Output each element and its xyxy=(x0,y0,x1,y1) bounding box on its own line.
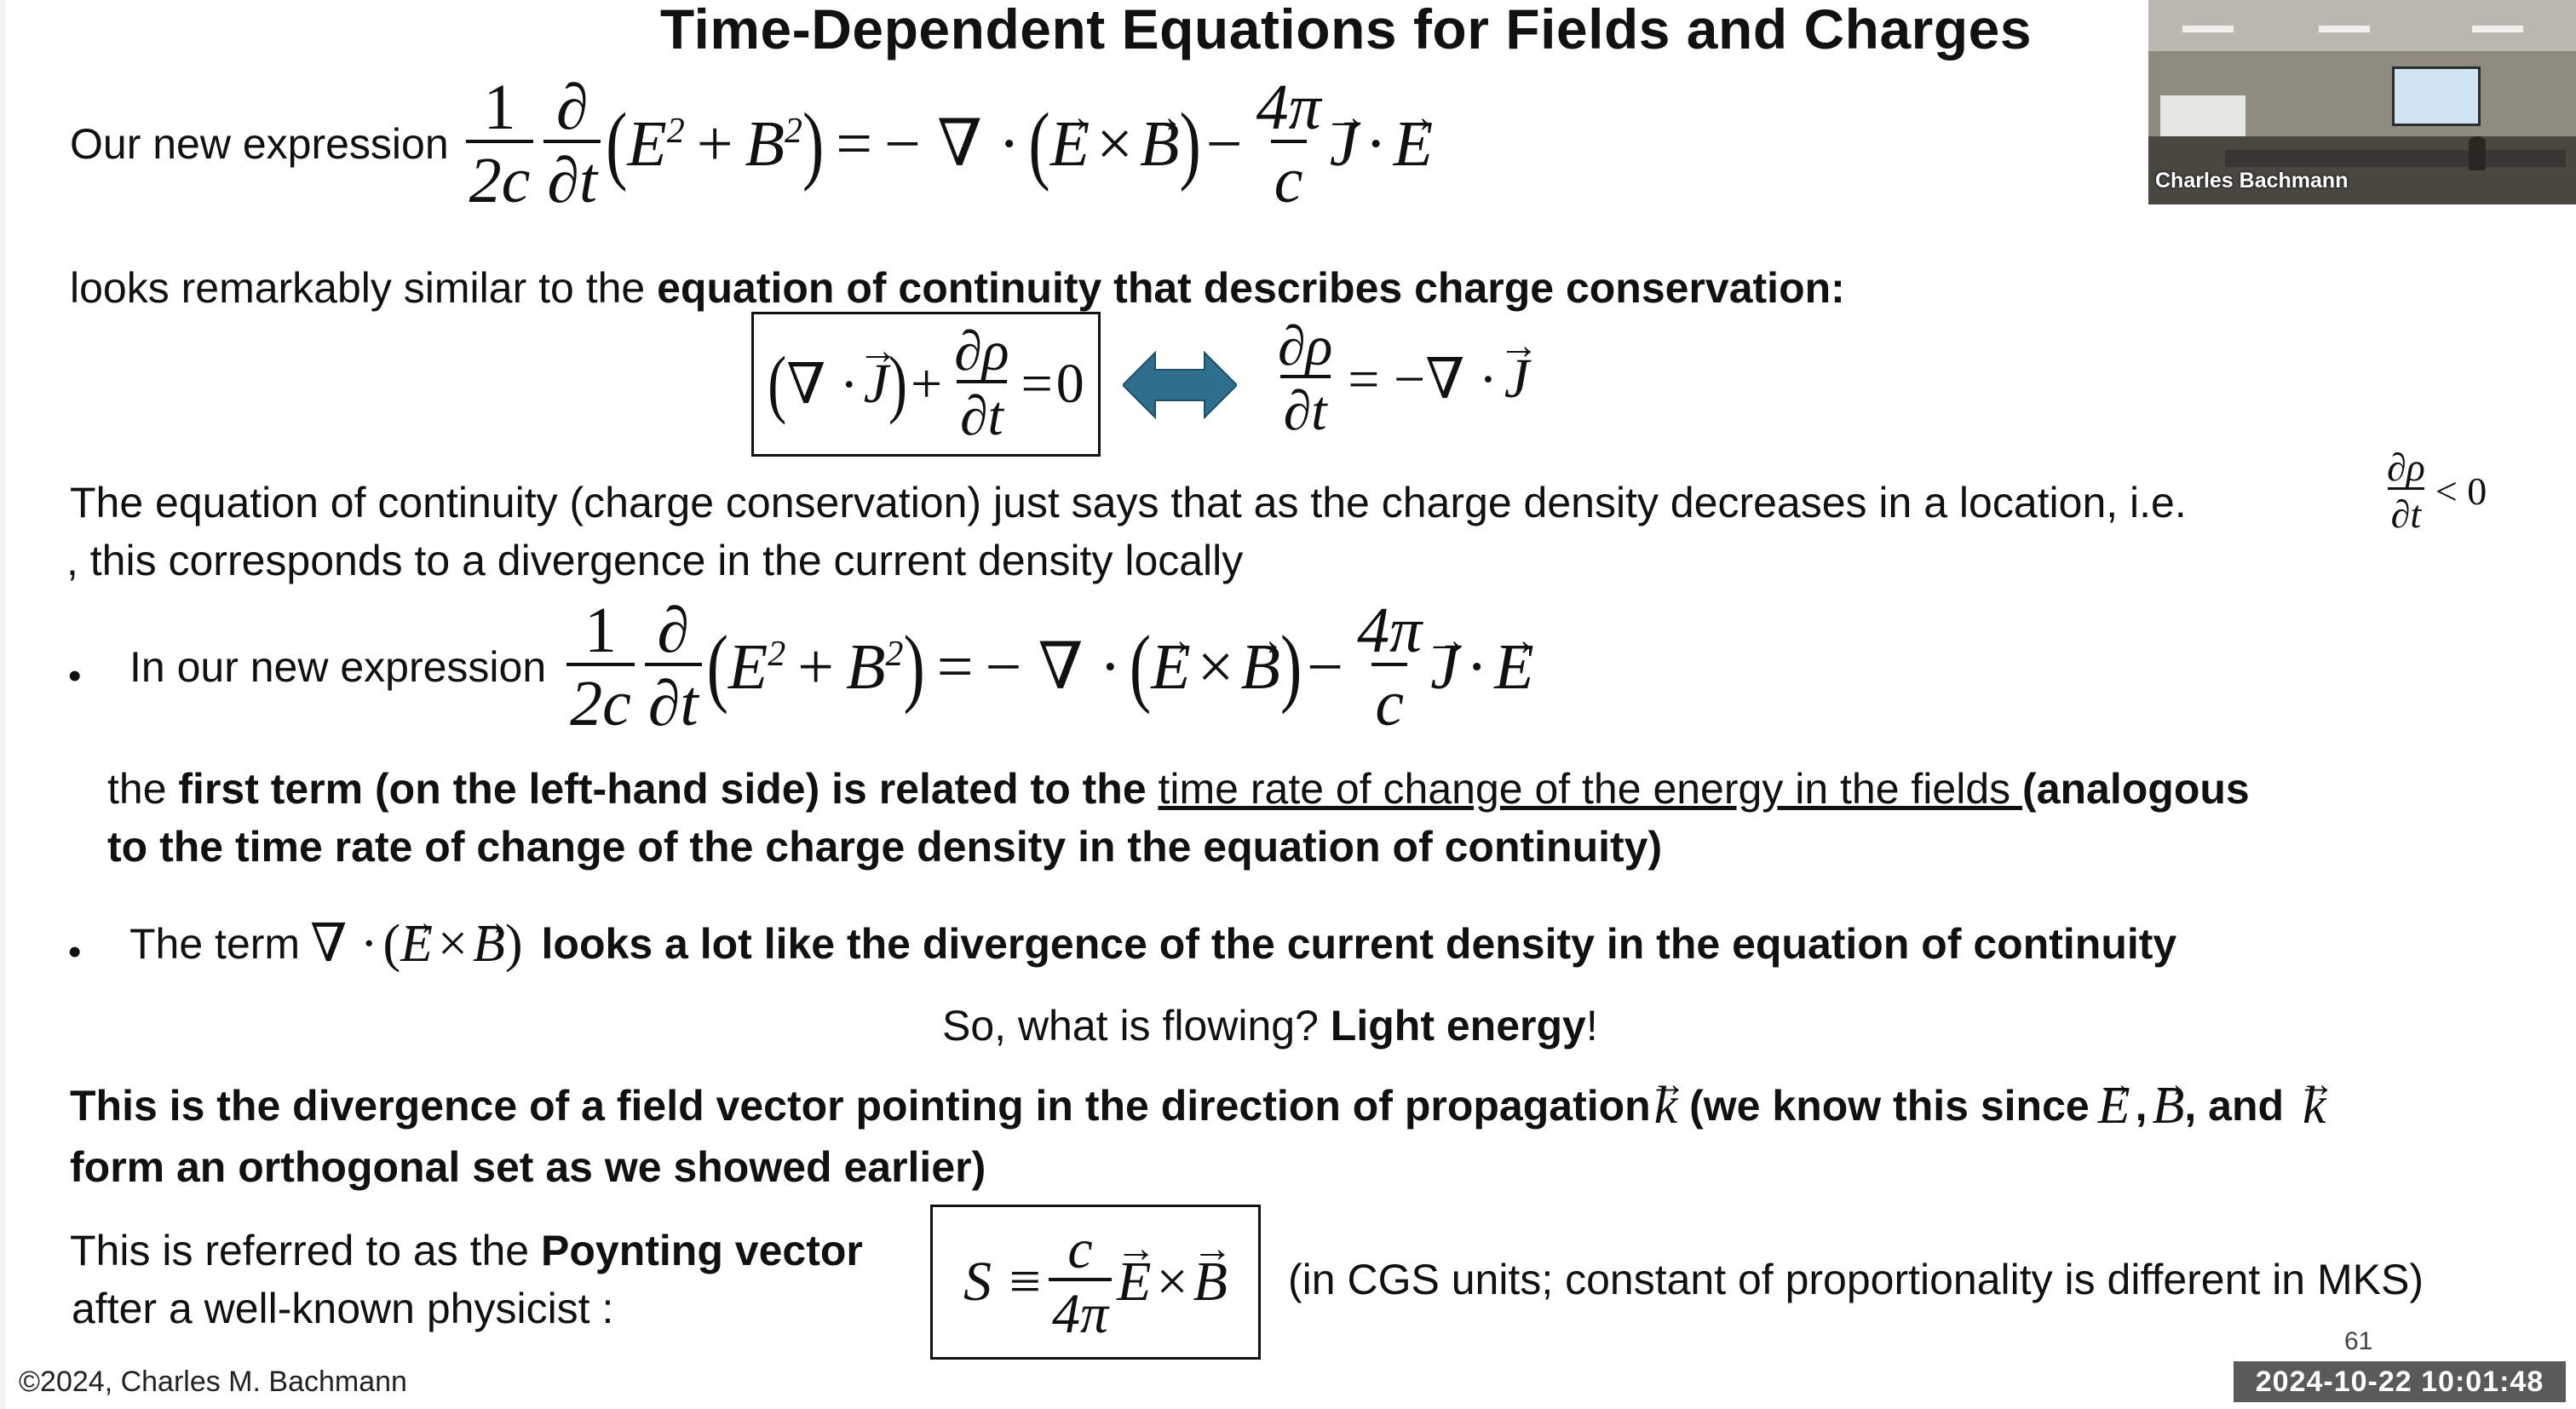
denominator: ∂t xyxy=(2388,487,2425,534)
divergence-line-1 xyxy=(70,1077,2326,1135)
plus-sign: + xyxy=(911,353,943,415)
energy-equation-2 xyxy=(561,595,1534,739)
continuity-equation-alt xyxy=(1269,315,1530,442)
fraction-partial-t xyxy=(645,595,702,739)
question-plain: So, what is flowing? xyxy=(942,1002,1331,1050)
symbol-E: E xyxy=(627,108,667,180)
cross-sign: × xyxy=(1096,108,1133,180)
minus-divergence: − ∇ · xyxy=(985,631,1121,703)
intro-equation-row xyxy=(70,72,1434,216)
page-number: 61 xyxy=(2344,1327,2373,1355)
webcam-projector-screen xyxy=(2392,66,2481,126)
poynting-plain: This is referred to as the xyxy=(70,1227,542,1274)
cross-sign: × xyxy=(1197,631,1234,703)
webcam-light xyxy=(2472,26,2523,32)
equals-minus-divergence: = −∇ · xyxy=(1348,348,1498,411)
numerator: ∂ρ xyxy=(2387,446,2425,489)
fraction-4pi-over-c xyxy=(1354,595,1425,739)
paren: ) xyxy=(1179,95,1201,193)
webcam-desk xyxy=(2225,150,2566,167)
exponent: 2 xyxy=(666,112,685,152)
numerator: c xyxy=(1067,1218,1093,1280)
vector-B: → B xyxy=(1140,115,1179,173)
numerator: 4π xyxy=(1256,72,1321,143)
recording-timestamp: 2024-10-22 10:01:48 xyxy=(2234,1361,2566,1402)
divergence-text-a: This is the divergence of a field vector pointing in the direction of propagation xyxy=(70,1082,1651,1130)
paren: ) xyxy=(903,618,925,716)
continuity-bold: equation of continuity that describes charge conservation: xyxy=(657,264,1845,312)
energy-equation-1 xyxy=(461,72,1434,216)
vector-E: → E xyxy=(1494,638,1533,696)
denominator: c xyxy=(1271,140,1307,213)
numerator: 1 xyxy=(584,595,618,666)
minus-sign: − xyxy=(1307,631,1344,703)
fraction-c-over-4pi xyxy=(1049,1218,1112,1345)
double-arrow-icon xyxy=(1123,349,1237,421)
continuity-sentence xyxy=(70,259,1845,317)
paren: ( xyxy=(768,342,787,426)
zero: 0 xyxy=(1055,353,1084,415)
divergence-text-d: , and xyxy=(2184,1082,2285,1130)
bullet-1-line-1 xyxy=(107,760,2250,818)
equals-sign: = xyxy=(936,631,974,703)
paren: ( xyxy=(1129,618,1152,716)
bullet-1-plain: the xyxy=(107,765,179,813)
question-end: ! xyxy=(1585,1002,1598,1050)
numerator: 4π xyxy=(1357,595,1423,666)
poynting-bold: Poynting vector xyxy=(541,1227,863,1274)
numerator: ∂ xyxy=(657,595,690,666)
poynting-equation-box xyxy=(930,1205,1261,1360)
denominator: ∂t xyxy=(543,140,601,213)
vector-J: → J xyxy=(1430,638,1459,696)
continuity-equation-box xyxy=(751,312,1101,457)
bullet-1-line-2: to the time rate of change of the charge density in the equation of continuity) xyxy=(107,823,1663,871)
vector-E: → E xyxy=(1050,115,1090,173)
bullet-2-bold: looks a lot like the divergence of the current density in the equation of continuity xyxy=(541,920,2177,968)
denominator: 2c xyxy=(566,663,635,736)
poynting-line-2: after a well-known physicist : xyxy=(72,1285,614,1332)
vector-J: → J xyxy=(1330,115,1359,173)
question-line xyxy=(942,997,1598,1055)
bullet-2-row xyxy=(129,915,2176,973)
bullet-1-bold: first term (on the left-hand side) is related to the xyxy=(178,765,1159,813)
numerator: ∂ρ xyxy=(1278,315,1333,377)
webcam-person xyxy=(2469,136,2486,170)
divergence-line-2: form an orthogonal set as we showed earlier) xyxy=(70,1143,986,1191)
vector-E: → E xyxy=(2098,1077,2130,1135)
vector-E: → E xyxy=(1117,1250,1151,1314)
numerator: 1 xyxy=(483,72,516,143)
copyright-text: ©2024, Charles M. Bachmann xyxy=(19,1366,407,1398)
denominator: ∂t xyxy=(1280,375,1331,440)
vector-B: → B xyxy=(1193,1250,1228,1314)
fraction-one-over-2c xyxy=(566,595,635,739)
cross-sign: × xyxy=(438,915,468,973)
divergence: ∇ · xyxy=(310,915,378,973)
denominator: 2c xyxy=(466,140,534,213)
vector-B: → B xyxy=(1241,638,1280,696)
vector-J: → J xyxy=(864,352,888,417)
exponent: 2 xyxy=(785,112,802,152)
dot-sign: · xyxy=(1465,631,1488,703)
equals-sign: = xyxy=(836,108,873,180)
inline-drho-dt-less-zero xyxy=(2378,448,2487,534)
numerator: ∂ xyxy=(555,72,589,143)
fraction-4pi-over-c xyxy=(1253,72,1325,216)
bullet-icon: • xyxy=(68,931,82,973)
fraction-partial-t xyxy=(543,72,601,216)
paren: ) xyxy=(802,95,825,193)
plus-sign: + xyxy=(797,631,835,703)
vector-B: → B xyxy=(2152,1077,2184,1135)
webcam-light xyxy=(2319,26,2370,32)
minus-sign: − xyxy=(1205,108,1243,180)
exponent: 2 xyxy=(885,635,904,675)
paragraph-line-2: , this corresponds to a divergence in the current density locally xyxy=(66,537,1244,584)
slide-title: Time-Dependent Equations for Fields and Charges xyxy=(659,0,2033,60)
exponent: 2 xyxy=(768,635,786,675)
bullet-icon: • xyxy=(68,655,82,697)
bullet-1-equation-row xyxy=(129,595,1534,739)
symbol-B: B xyxy=(745,108,785,180)
less-than-zero: < 0 xyxy=(2435,469,2487,513)
cross-sign: × xyxy=(1156,1251,1188,1313)
numerator: ∂ρ xyxy=(954,320,1009,382)
fraction-one-over-2c xyxy=(466,72,534,216)
divergence: ∇ · xyxy=(786,354,859,416)
units-note: (in CGS units; constant of proportionality is different in MKS) xyxy=(1288,1256,2424,1303)
continuity-plain: looks remarkably similar to the xyxy=(70,264,658,312)
denominator: ∂t xyxy=(957,380,1007,445)
vector-B: → B xyxy=(473,915,505,973)
vector-E: → E xyxy=(1394,115,1433,173)
question-bold: Light energy xyxy=(1330,1002,1586,1050)
divergence-text-b: (we know this since xyxy=(1677,1082,2090,1130)
webcam-light xyxy=(2182,26,2234,32)
paren: ( xyxy=(606,95,628,193)
vector-E: → E xyxy=(400,915,433,973)
denominator: ∂t xyxy=(645,663,702,736)
paragraph-line-1: The equation of continuity (charge conservation) just says that as the charge density decreases in a location, i.e. xyxy=(70,479,2187,526)
dot-sign: · xyxy=(1365,108,1387,180)
paren: ) xyxy=(888,342,908,426)
vector-k: → k xyxy=(1654,1077,1678,1135)
denominator: 4π xyxy=(1049,1278,1112,1343)
bullet-1-label: In our new expression xyxy=(129,643,547,691)
bullet-1-underlined: time rate of change of the energy in the fields xyxy=(1158,765,2023,813)
poynting-line-1 xyxy=(70,1222,863,1280)
paren: ) xyxy=(1279,618,1302,716)
paren: ( xyxy=(382,915,401,973)
divergence-text-c: , xyxy=(2135,1082,2148,1130)
bullet-2-label: The term xyxy=(129,920,301,968)
denominator: c xyxy=(1371,663,1407,736)
vector-E: → E xyxy=(1151,638,1190,696)
poynting-S-definition: S ≡ xyxy=(963,1251,1044,1313)
paren: ( xyxy=(1028,95,1050,193)
divergence-term xyxy=(310,915,522,973)
paren: ( xyxy=(706,618,728,716)
fraction-drho-dt xyxy=(1274,315,1336,442)
fraction-drho-dt xyxy=(951,320,1012,447)
intro-label: Our new expression xyxy=(70,120,449,168)
plus-sign: + xyxy=(696,108,733,180)
paren: ) xyxy=(504,915,523,973)
webcam-participant-name: Charles Bachmann xyxy=(2155,169,2349,193)
minus-divergence: − ∇ · xyxy=(884,108,1021,180)
symbol-B: B xyxy=(846,631,886,703)
equals-sign: = xyxy=(1021,353,1053,415)
vector-k: → k xyxy=(2303,1077,2326,1135)
slide-left-edge xyxy=(0,0,5,1409)
symbol-E: E xyxy=(727,631,768,703)
vector-J: → J xyxy=(1504,347,1529,411)
bullet-1-tail: (analogous xyxy=(2022,765,2250,813)
fraction-drho-dt xyxy=(2383,448,2429,534)
